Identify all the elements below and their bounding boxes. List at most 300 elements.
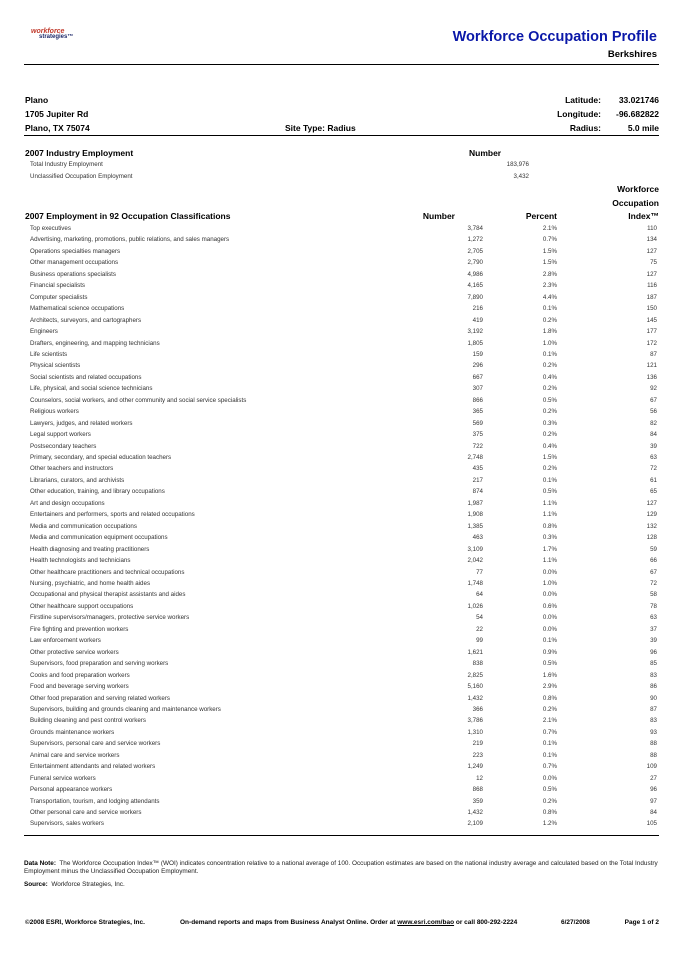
occupation-label: Computer specialists [30,293,88,301]
occupation-number: 2,825 [467,671,483,679]
occupation-percent: 0.4% [542,373,557,381]
occupation-percent: 0.5% [542,786,557,793]
occupation-index: 96 [650,786,657,793]
industry-row-total [24,161,659,172]
occupation-percent: 0.1% [542,637,557,645]
report-title: Workforce Occupation Profile [452,29,657,45]
occupation-index: 97 [650,797,657,805]
radius-label: Radius: [569,123,601,133]
occupation-index: 121 [646,362,657,370]
site-type: Site Type: Radius [285,123,356,133]
woi-header-line1: Workforce [617,184,659,194]
table-row [24,305,659,316]
table-row [24,614,659,625]
occupation-percent: 0.2% [542,362,557,370]
occupation-index: 109 [646,763,657,771]
logo-text-line2: strategies™ [39,34,74,40]
occupation-percent: 0.0% [542,625,557,633]
occupation-label: Supervisors, building and grounds cleaning and maintenance workers [30,705,221,713]
occupation-number: 1,908 [467,511,483,519]
occupation-label: Other food preparation and serving related workers [30,694,170,702]
occupation-number: 2,109 [467,820,483,828]
occupation-percent: 1.7% [542,545,557,553]
table-row [24,477,659,488]
source-label: Source: [24,881,48,888]
occupation-percent: 2.8% [542,270,557,278]
percent-column-header: Percent [525,211,557,221]
table-row [24,809,659,820]
occupation-index: 87 [650,705,657,713]
occupation-label: Drafters, engineering, and mapping technicians [30,339,160,347]
source-note [24,881,125,888]
table-row [24,362,659,373]
occupation-label: Advertising, marketing, promotions, public relations, and sales managers [30,236,230,244]
table-row [24,752,659,763]
occupation-number: 838 [472,660,483,668]
occupation-percent: 0.7% [542,763,557,771]
occupation-number: 296 [472,362,483,370]
occupation-number: 1,432 [467,694,483,702]
industry-number-header: Number [469,148,502,158]
occupation-label: Occupational and physical therapist assistants and aides [30,591,186,599]
occupation-number: 7,890 [467,293,483,301]
occupation-number: 3,192 [467,328,483,336]
occupation-label: Primary, secondary, and special education teachers [30,454,172,461]
occupation-label: Life scientists [30,350,68,358]
occupation-percent: 0.8% [542,808,557,816]
occupation-label: Building cleaning and pest control workers [30,717,146,725]
occupation-percent: 0.0% [542,591,557,599]
occupation-index: 85 [650,660,657,668]
occupation-number: 1,026 [467,602,483,610]
occupation-index: 87 [650,350,657,358]
occupation-number: 1,385 [467,522,483,530]
occupation-label: Top executives [30,225,71,232]
occupation-number: 1,249 [467,763,483,771]
occupation-percent: 0.2% [542,465,557,473]
table-row [24,569,659,580]
occupation-percent: 0.3% [542,534,557,542]
report-subtitle: Berkshires [607,49,657,60]
radius-value: 5.0 mile [627,123,659,133]
occupation-index: 110 [647,225,657,232]
occupation-index: 88 [650,751,657,759]
industry-row-unclassified [24,173,659,184]
occupation-percent: 0.1% [542,740,557,748]
table-row [24,248,659,259]
occupation-label: Other teachers and instructors [30,465,114,473]
table-row [24,740,659,751]
occupation-percent: 0.2% [542,797,557,805]
occupation-index: 86 [650,683,657,690]
occupation-label: Religious workers [30,408,79,416]
occupation-percent: 0.2% [542,385,557,393]
table-row [24,534,659,545]
occupation-percent: 2.1% [542,717,557,725]
table-row [24,351,659,362]
occupation-label: Grounds maintenance workers [30,728,115,736]
occupation-number: 4,165 [467,282,483,290]
footer-order-info [180,919,517,926]
occupation-number: 2,705 [467,247,483,255]
occupation-label: Supervisors, food preparation and serving workers [30,660,169,668]
occupation-label: Fire fighting and prevention workers [30,625,129,633]
table-row [24,408,659,419]
occupation-label: Other healthcare practitioners and technical occupations [30,568,185,576]
industry-section-title: 2007 Industry Employment [25,148,134,158]
footer-page-number: Page 1 of 2 [624,919,659,926]
occupation-index: 127 [646,270,657,278]
table-row [24,603,659,614]
company-logo [31,28,91,44]
occupation-number: 3,109 [467,545,483,553]
occupation-index: 92 [650,385,657,393]
occupation-label: Supervisors, personal care and service workers [30,740,161,748]
occupation-index: 67 [650,568,657,576]
occupation-index: 59 [650,545,657,553]
table-row [24,683,659,694]
occupation-percent: 0.2% [542,408,557,416]
occupation-label: Life, physical, and social science technicians [30,385,153,393]
occupation-percent: 0.2% [542,316,557,324]
occupation-index: 65 [650,488,657,496]
occupation-index: 78 [650,602,657,610]
table-row [24,672,659,683]
occupation-index: 128 [646,534,657,542]
occupation-index: 84 [650,808,657,816]
occupation-index: 56 [650,408,657,416]
occupation-percent: 0.7% [542,728,557,736]
table-row [24,225,659,236]
industry-row-value: 3,432 [513,173,529,180]
occupation-label: Nursing, psychiatric, and home health aides [30,580,151,587]
occupation-percent: 1.5% [542,247,557,255]
latitude-value: 33.021746 [618,95,659,105]
occupation-number: 223 [472,751,483,759]
occupation-number: 1,621 [467,648,483,656]
footer-order-link[interactable]: www.esri.com/bao [397,919,455,926]
table-row [24,660,659,671]
table-row [24,500,659,511]
occupation-number: 366 [472,705,483,713]
table-row [24,786,659,797]
occupation-index: 37 [650,625,657,633]
occupation-number: 216 [472,305,483,313]
occupation-percent: 0.1% [542,476,557,484]
occupation-number: 1,805 [467,339,483,347]
source-text: Workforce Strategies, Inc. [51,881,125,888]
occupation-label: Social scientists and related occupations [30,373,142,381]
footer-order-prefix: On-demand reports and maps from Business Analyst Online. Order at [180,919,396,926]
occupation-number: 435 [472,465,483,473]
occupation-number: 359 [472,797,483,805]
occupation-label: Supervisors, sales workers [30,820,104,828]
occupation-percent: 0.8% [542,694,557,702]
location-divider [24,135,659,136]
occupation-number: 667 [472,373,483,381]
occupation-percent: 0.2% [542,705,557,713]
occupation-number: 1,272 [467,236,483,244]
latitude-label: Latitude: [565,95,601,105]
table-row [24,317,659,328]
occupation-index: 39 [650,637,657,645]
occupation-index: 88 [650,740,657,748]
woi-header-line3: Index™ [628,211,659,221]
occupation-label: Law enforcement workers [30,637,101,645]
header-divider [24,64,659,65]
occupation-label: Other personal care and service workers [30,808,142,816]
occupation-index: 116 [647,282,657,290]
table-bottom-divider [24,835,659,836]
occupation-number: 722 [472,442,483,450]
occupation-index: 83 [650,717,657,725]
occupation-percent: 0.4% [542,442,557,450]
occupation-percent: 2.1% [542,225,557,232]
occupation-index: 93 [650,728,657,736]
table-row [24,374,659,385]
logo-text-line1: workforce [31,28,65,35]
occupation-index: 66 [650,557,657,564]
occupation-percent: 0.8% [542,522,557,530]
footer-date: 6/27/2008 [561,919,590,926]
occupation-index: 83 [650,671,657,679]
table-row [24,431,659,442]
occupation-index: 63 [650,614,657,622]
table-row [24,775,659,786]
location-city: Plano, TX 75074 [25,123,90,133]
occupation-label: Art and design occupations [30,499,105,507]
longitude-value: -96.682822 [615,109,659,119]
occupation-index: 177 [646,328,657,336]
table-row [24,706,659,717]
data-note [24,860,660,875]
occupation-label: Engineers [30,328,58,336]
occupation-label: Physical scientists [30,362,81,370]
occupation-number: 4,986 [467,270,483,278]
occupation-percent: 0.6% [542,602,557,610]
occupation-percent: 0.0% [542,568,557,576]
industry-row-label: Total Industry Employment [30,161,103,168]
occupation-number: 1,987 [467,499,483,507]
occupation-label: Other management occupations [30,259,119,267]
occupation-index: 96 [650,648,657,656]
table-row [24,454,659,465]
table-row [24,557,659,568]
occupation-label: Health diagnosing and treating practitioners [30,545,150,553]
occupation-index: 39 [650,442,657,450]
occupation-number: 99 [476,637,483,645]
occupation-percent: 2.9% [542,683,557,690]
table-row [24,397,659,408]
occupation-index: 61 [650,476,657,484]
occupation-index: 132 [646,522,657,530]
table-row [24,511,659,522]
occupation-index: 172 [646,339,657,347]
occupation-index: 187 [646,293,657,301]
footer-copyright: ©2008 ESRI, Workforce Strategies, Inc. [25,919,145,926]
occupation-index: 127 [646,499,657,507]
occupation-percent: 1.0% [542,339,557,347]
occupation-number: 12 [476,774,483,782]
occupation-label: Health technologists and technicians [30,557,131,564]
table-row [24,259,659,270]
industry-row-value: 183,976 [506,161,529,168]
table-row [24,580,659,591]
table-row [24,385,659,396]
occupation-index: 82 [650,419,657,427]
occupation-index: 136 [646,373,657,381]
occupation-number: 3,786 [467,717,483,725]
occupation-number: 874 [472,488,483,496]
table-row [24,729,659,740]
occupation-label: Cooks and food preparation workers [30,671,130,679]
woi-header-line2: Occupation [612,198,659,208]
occupation-label: Financial specialists [30,282,86,290]
occupation-number: 2,748 [467,454,483,461]
occupation-number: 2,042 [467,557,483,564]
occupation-label: Business operations specialists [30,270,116,278]
occupation-index: 134 [646,236,657,244]
table-row [24,763,659,774]
occupation-index: 145 [646,316,657,324]
occupations-section-title: 2007 Employment in 92 Occupation Classifications [25,211,231,221]
occupation-label: Transportation, tourism, and lodging attendants [30,797,160,805]
occupation-label: Personal appearance workers [30,786,113,793]
occupation-number: 1,432 [467,808,483,816]
data-note-text: The Workforce Occupation Index™ (WOI) indicates concentration relative to a national average of 100. Occupation estimates are based on the national industry average and calculated based on the Total Industry Employment minus the Unclassified Occupation Employment. [24,860,658,875]
occupation-number: 159 [472,350,483,358]
table-row [24,591,659,602]
occupation-label: Postsecondary teachers [30,442,97,450]
table-row [24,717,659,728]
occupation-percent: 0.0% [542,774,557,782]
occupation-label: Animal care and service workers [30,751,120,759]
occupation-label: Entertainment attendants and related workers [30,763,156,771]
occupation-percent: 1.1% [542,499,557,507]
table-row [24,798,659,809]
occupation-index: 127 [646,247,657,255]
occupation-percent: 0.9% [542,648,557,656]
occupation-label: Mathematical science occupations [30,305,125,313]
table-row [24,420,659,431]
occupation-label: Firstline supervisors/managers, protective service workers [30,614,190,622]
occupation-label: Counselors, social workers, and other community and social service specialists [30,396,247,404]
occupation-number: 1,748 [467,580,483,587]
occupation-index: 150 [646,305,657,313]
occupation-index: 67 [650,396,657,404]
occupation-index: 58 [650,591,657,599]
occupation-label: Funeral service workers [30,774,96,782]
table-row [24,626,659,637]
occupation-number: 219 [472,740,483,748]
occupation-number: 569 [472,419,483,427]
occupation-number: 463 [472,534,483,542]
occupation-percent: 0.7% [542,236,557,244]
table-row [24,236,659,247]
location-street: 1705 Jupiter Rd [25,109,89,119]
occupation-label: Operations specialties managers [30,247,121,255]
occupation-percent: 1.8% [542,328,557,336]
occupation-percent: 4.4% [542,293,557,301]
occupation-number: 217 [472,476,483,484]
occupation-percent: 1.0% [542,580,557,587]
number-column-header: Number [422,211,455,221]
table-row [24,695,659,706]
occupation-label: Architects, surveyors, and cartographers [30,316,142,324]
occupation-label: Media and communication occupations [30,522,137,530]
occupation-number: 77 [476,568,483,576]
table-row [24,637,659,648]
occupation-percent: 1.6% [542,671,557,679]
occupation-label: Food and beverage serving workers [30,683,129,690]
table-row [24,523,659,534]
occupation-index: 72 [650,580,657,587]
occupation-label: Other protective service workers [30,648,119,656]
table-row [24,465,659,476]
table-row [24,488,659,499]
occupation-number: 375 [472,431,483,439]
occupation-index: 129 [646,511,657,519]
occupation-percent: 0.5% [542,396,557,404]
occupation-number: 307 [472,385,483,393]
occupation-percent: 0.3% [542,419,557,427]
occupation-number: 3,784 [467,225,483,232]
occupation-index: 90 [650,694,657,702]
occupation-label: Entertainers and performers, sports and related occupations [30,511,195,519]
occupation-number: 365 [472,408,483,416]
table-row [24,443,659,454]
table-row [24,282,659,293]
occupation-index: 75 [650,259,657,267]
occupation-index: 27 [650,774,657,782]
occupation-percent: 0.0% [542,614,557,622]
occupation-label: Librarians, curators, and archivists [30,476,125,484]
occupation-percent: 0.2% [542,431,557,439]
data-note-label: Data Note: [24,860,56,867]
occupation-number: 2,790 [467,259,483,267]
occupation-percent: 1.5% [542,454,557,461]
occupation-percent: 1.1% [542,557,557,564]
occupation-index: 105 [646,820,657,828]
footer-order-suffix: or call 800-292-2224 [455,919,518,926]
table-row [24,328,659,339]
occupation-number: 22 [476,625,483,633]
occupation-label: Media and communication equipment occupations [30,534,168,542]
longitude-label: Longitude: [557,109,601,119]
occupation-index: 72 [650,465,657,473]
occupation-percent: 1.5% [542,259,557,267]
occupation-percent: 1.1% [542,511,557,519]
occupation-label: Lawyers, judges, and related workers [30,419,133,427]
table-row [24,649,659,660]
occupation-percent: 0.5% [542,660,557,668]
occupation-percent: 1.2% [542,820,557,828]
occupation-percent: 0.1% [542,751,557,759]
occupation-number: 419 [472,316,483,324]
occupation-label: Other education, training, and library occupations [30,488,165,496]
occupation-number: 866 [472,396,483,404]
occupation-percent: 0.5% [542,488,557,496]
occupation-label: Legal support workers [30,431,91,439]
occupation-index: 63 [650,454,657,461]
location-name: Plano [25,95,49,105]
table-row [24,271,659,282]
occupation-percent: 0.1% [542,350,557,358]
occupation-number: 1,310 [467,728,483,736]
occupation-number: 5,160 [467,683,483,690]
table-row [24,546,659,557]
table-row [24,294,659,305]
